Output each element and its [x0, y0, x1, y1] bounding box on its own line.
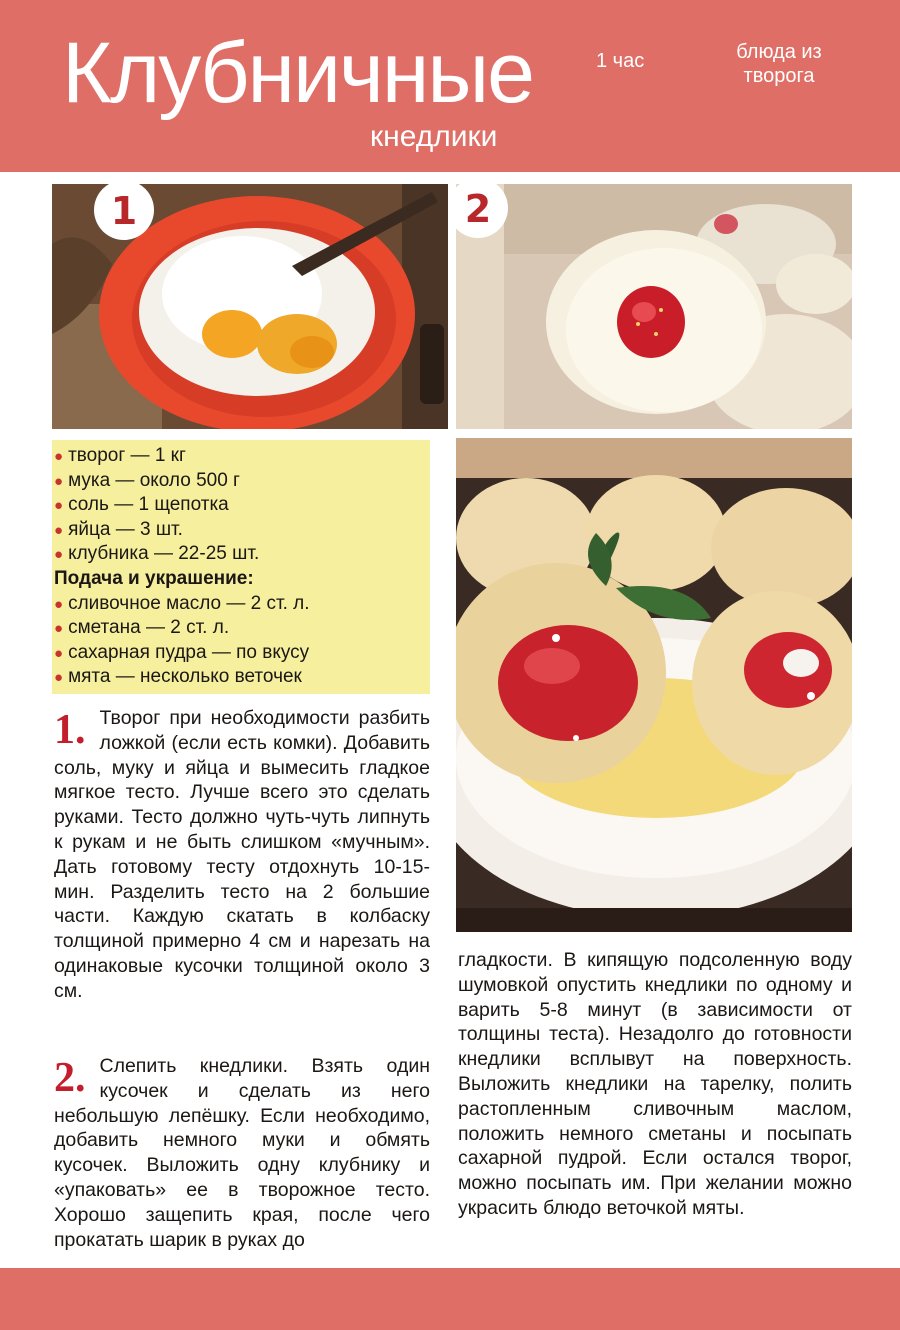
- ingredient-text: мука — около 500 г: [68, 469, 240, 491]
- bullet-icon: ●: [54, 644, 64, 662]
- bullet-icon: ●: [54, 497, 64, 515]
- strawberry-in-dough-icon: [456, 184, 852, 429]
- ingredient-item: [54, 542, 430, 567]
- cooking-time: 1 час: [596, 50, 645, 72]
- ingredient-text: яйца — 3 шт.: [68, 518, 183, 540]
- bullet-icon: ●: [54, 669, 64, 687]
- dumplings-plate-icon: [456, 438, 852, 932]
- step1-number: 1.: [54, 707, 86, 753]
- bullet-icon: ●: [54, 448, 64, 465]
- serving-text: сахарная пудра — по вкусу: [68, 641, 310, 663]
- bullet-icon: ●: [54, 521, 64, 539]
- serving-item: [54, 665, 430, 690]
- serving-list: [54, 592, 430, 690]
- serving-item: [54, 616, 430, 641]
- step1-text: Творог при необходимости разбить ложкой (если есть комки). Добавить соль, муку и яйца и вымесить гладкое мягкое тесто. Лучше всего это сделать руками. Тесто должно чуть-чуть липнуть к рукам и не быть слишком «мучным». Дать готовому тесту отдохнуть 10-15-мин. Разделить тесто на 2 большие части. Каждую скатать в колбаску толщиной примерно 4 см и нарезать на одинаковые кусочки толщиной около 3 см.: [54, 707, 430, 1002]
- dish-photo: [456, 438, 852, 932]
- serving-text: сметана — 2 ст. л.: [68, 617, 230, 639]
- ingredient-item: [54, 493, 430, 518]
- recipe-title: Клубничные: [62, 25, 533, 121]
- step2-photo: [456, 184, 852, 429]
- ingredient-item: [54, 469, 430, 494]
- step2-continuation: гладкости. В кипящую подсоленную воду шумовкой опустить кнедлики по одному и варить 5-8 минут (в зависимости от толщины теста). Незадолго до готовности кнедлики всплывут на поверхность. Выложить кнедлики на тарелку, полить растопленным сливочным маслом, положить немного сметаны и посыпать сахарной пудрой. Если остался творог, можно посыпать им. При желании можно украсить блюдо веточкой мяты.: [458, 949, 852, 1219]
- ingredient-text: соль — 1 щепотка: [68, 494, 229, 516]
- ingredient-text: клубника — 22-25 шт.: [68, 543, 260, 565]
- ingredient-item: [54, 518, 430, 543]
- serving-title: Подача и украшение:: [54, 567, 254, 589]
- step2-text: Слепить кнедлики. Взять один кусочек и сделать из него небольшую лепёшку. Если необходимо, добавить немного муки и обмять кусочек. Выложить одну клубнику и «упаковать» ее в творожное тесто. Хорошо защепить края, после чего прокатать шарик в руках до: [54, 1055, 430, 1251]
- header-band: [0, 0, 900, 172]
- serving-item: [54, 592, 430, 617]
- recipe-subtitle: кнедлики: [370, 120, 498, 153]
- footer-band: [0, 1268, 900, 1330]
- bullet-icon: ●: [54, 546, 64, 564]
- recipe-category: блюда из творога: [736, 41, 822, 87]
- bullet-icon: ●: [54, 595, 64, 613]
- ingredient-text: творог — 1 кг: [68, 445, 186, 466]
- ingredients-list: [54, 444, 430, 567]
- serving-item: [54, 641, 430, 666]
- ingredient-item: [54, 444, 430, 469]
- step2-text-block: [54, 1054, 430, 1252]
- step2-badge: 2: [456, 184, 508, 238]
- step1-text-block: [54, 706, 430, 1004]
- step1-photo: [52, 184, 448, 429]
- ingredients-box: [52, 440, 430, 694]
- step1-badge: 1: [94, 184, 154, 240]
- bullet-icon: ●: [54, 620, 64, 638]
- serving-text: мята — несколько веточек: [68, 666, 302, 688]
- bullet-icon: ●: [54, 472, 64, 490]
- step2-number: 2.: [54, 1055, 86, 1101]
- serving-text: сливочное масло — 2 ст. л.: [68, 592, 310, 614]
